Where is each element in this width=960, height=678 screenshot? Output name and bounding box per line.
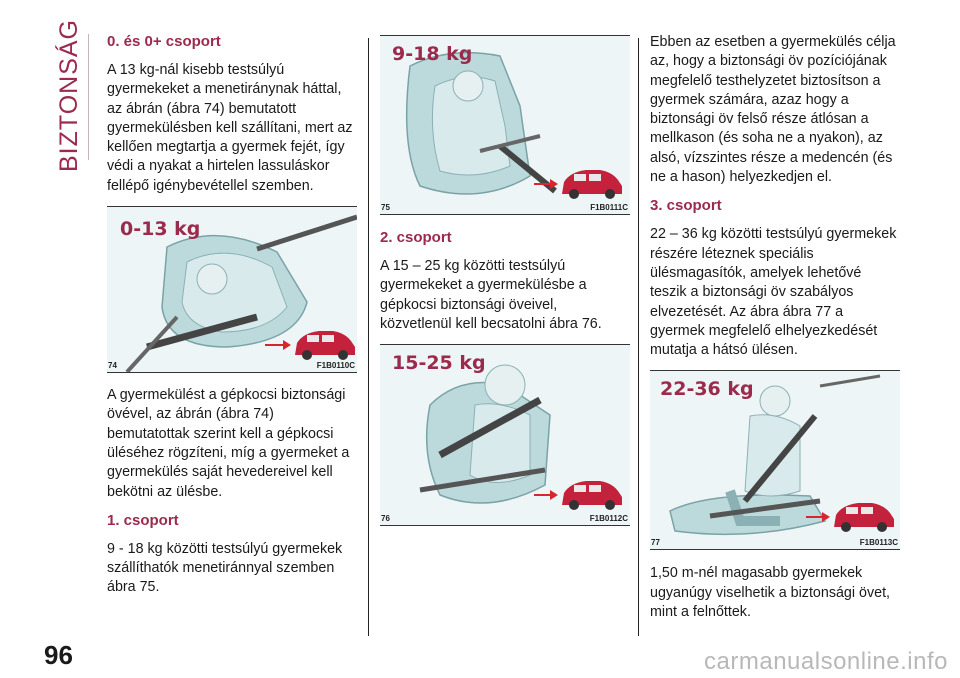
figure-weight-label: 0-13 kg — [120, 218, 201, 241]
section-tab — [54, 18, 84, 172]
column-divider — [638, 38, 639, 636]
heading-group-3: 3. csoport — [650, 197, 722, 215]
watermark[interactable]: carmanualsonline.info — [704, 648, 948, 675]
figure-77 — [650, 370, 900, 550]
column-3 — [650, 33, 900, 632]
figure-code: F1B0112C — [589, 514, 628, 524]
booster-seat-illustration — [380, 345, 630, 525]
paragraph: Ebben az esetben a gyermekülés célja az, hogy a biztonsági öv pozíciójának megfelelő testhelyzetet biztosítson a gyermek számára, azaz hogy a biztonsági öv felső része átlósan a mellkason (és soha ne a nyakon), az alsó, vízszintes része a medencén (és ne a hason) helyezkedjen el. — [650, 34, 896, 186]
figure-code: F1B0110C — [316, 361, 355, 371]
column-2 — [380, 33, 628, 526]
figure-number: 75 — [381, 203, 390, 212]
page-number: 96 — [44, 640, 73, 670]
rear-facing-seat-illustration — [107, 207, 357, 372]
figure-weight-label: 22-36 kg — [660, 378, 754, 401]
figure-code: F1B0111C — [590, 203, 628, 212]
figure-number: 77 — [651, 538, 660, 548]
heading-group-1: 1. csoport — [107, 511, 179, 529]
paragraph: A gyermekülést a gépkocsi biztonsági övével, az ábrán (ábra 74) bemutatottak szerint kell a gépkocsi üléséhez rögzíteni, míg a gyermeket a gyermekülés saját hevedereivel kell bekötni az ülésbe. — [107, 387, 350, 500]
section-tab-divider — [88, 34, 89, 160]
figure-number: 76 — [381, 514, 390, 524]
paragraph: 1,50 m-nél magasabb gyermekek ugyanúgy viselhetik a biztonsági övet, mint a felnőttek. — [650, 565, 891, 621]
figure-74 — [107, 206, 357, 373]
paragraph: A 13 kg-nál kisebb testsúlyú gyermekeket a menetiránynak háttal, az ábrán (ábra 74) bemutatott gyermekülésben kell szállítani, mert az kellően megtartja a gyermek fejét, így védi a nyakat a hirtelen lassuláskor fellépő igénybevétellel szemben. — [107, 62, 353, 194]
paragraph: 22 – 36 kg közötti testsúlyú gyermekek részére léteznek speciális ülésmagasítók, amelyek lehetővé teszik a biztonsági öv szabályos elvezetését. Az ábra ábra 77 a gyermek megfelelő elhelyezkedését mutatja a hátsó ülésen. — [650, 226, 897, 359]
figure-weight-label: 9-18 kg — [392, 43, 473, 65]
heading-group-2: 2. csoport — [380, 229, 452, 246]
booster-cushion-illustration — [650, 371, 900, 549]
paragraph: 9 - 18 kg közötti testsúlyú gyermekek szállíthatók menetiránnyal szemben ábra 75. — [107, 540, 343, 596]
forward-facing-seat-illustration — [380, 36, 630, 214]
column-divider — [368, 38, 369, 636]
figure-weight-label: 15-25 kg — [392, 352, 486, 375]
paragraph: A 15 – 25 kg közötti testsúlyú gyermekeket a gyermekülésbe a gépkocsi biztonsági öveivel, közvetlenül kell becsatolni ábra 76. — [380, 258, 602, 332]
figure-number: 74 — [108, 361, 117, 371]
section-tab-label: BIZTONSÁG — [54, 18, 83, 172]
figure-75 — [380, 35, 630, 215]
heading-group-0: 0. és 0+ csoport — [107, 33, 221, 50]
column-1 — [107, 33, 357, 608]
figure-code: F1B0113C — [859, 538, 898, 548]
figure-76 — [380, 344, 630, 526]
